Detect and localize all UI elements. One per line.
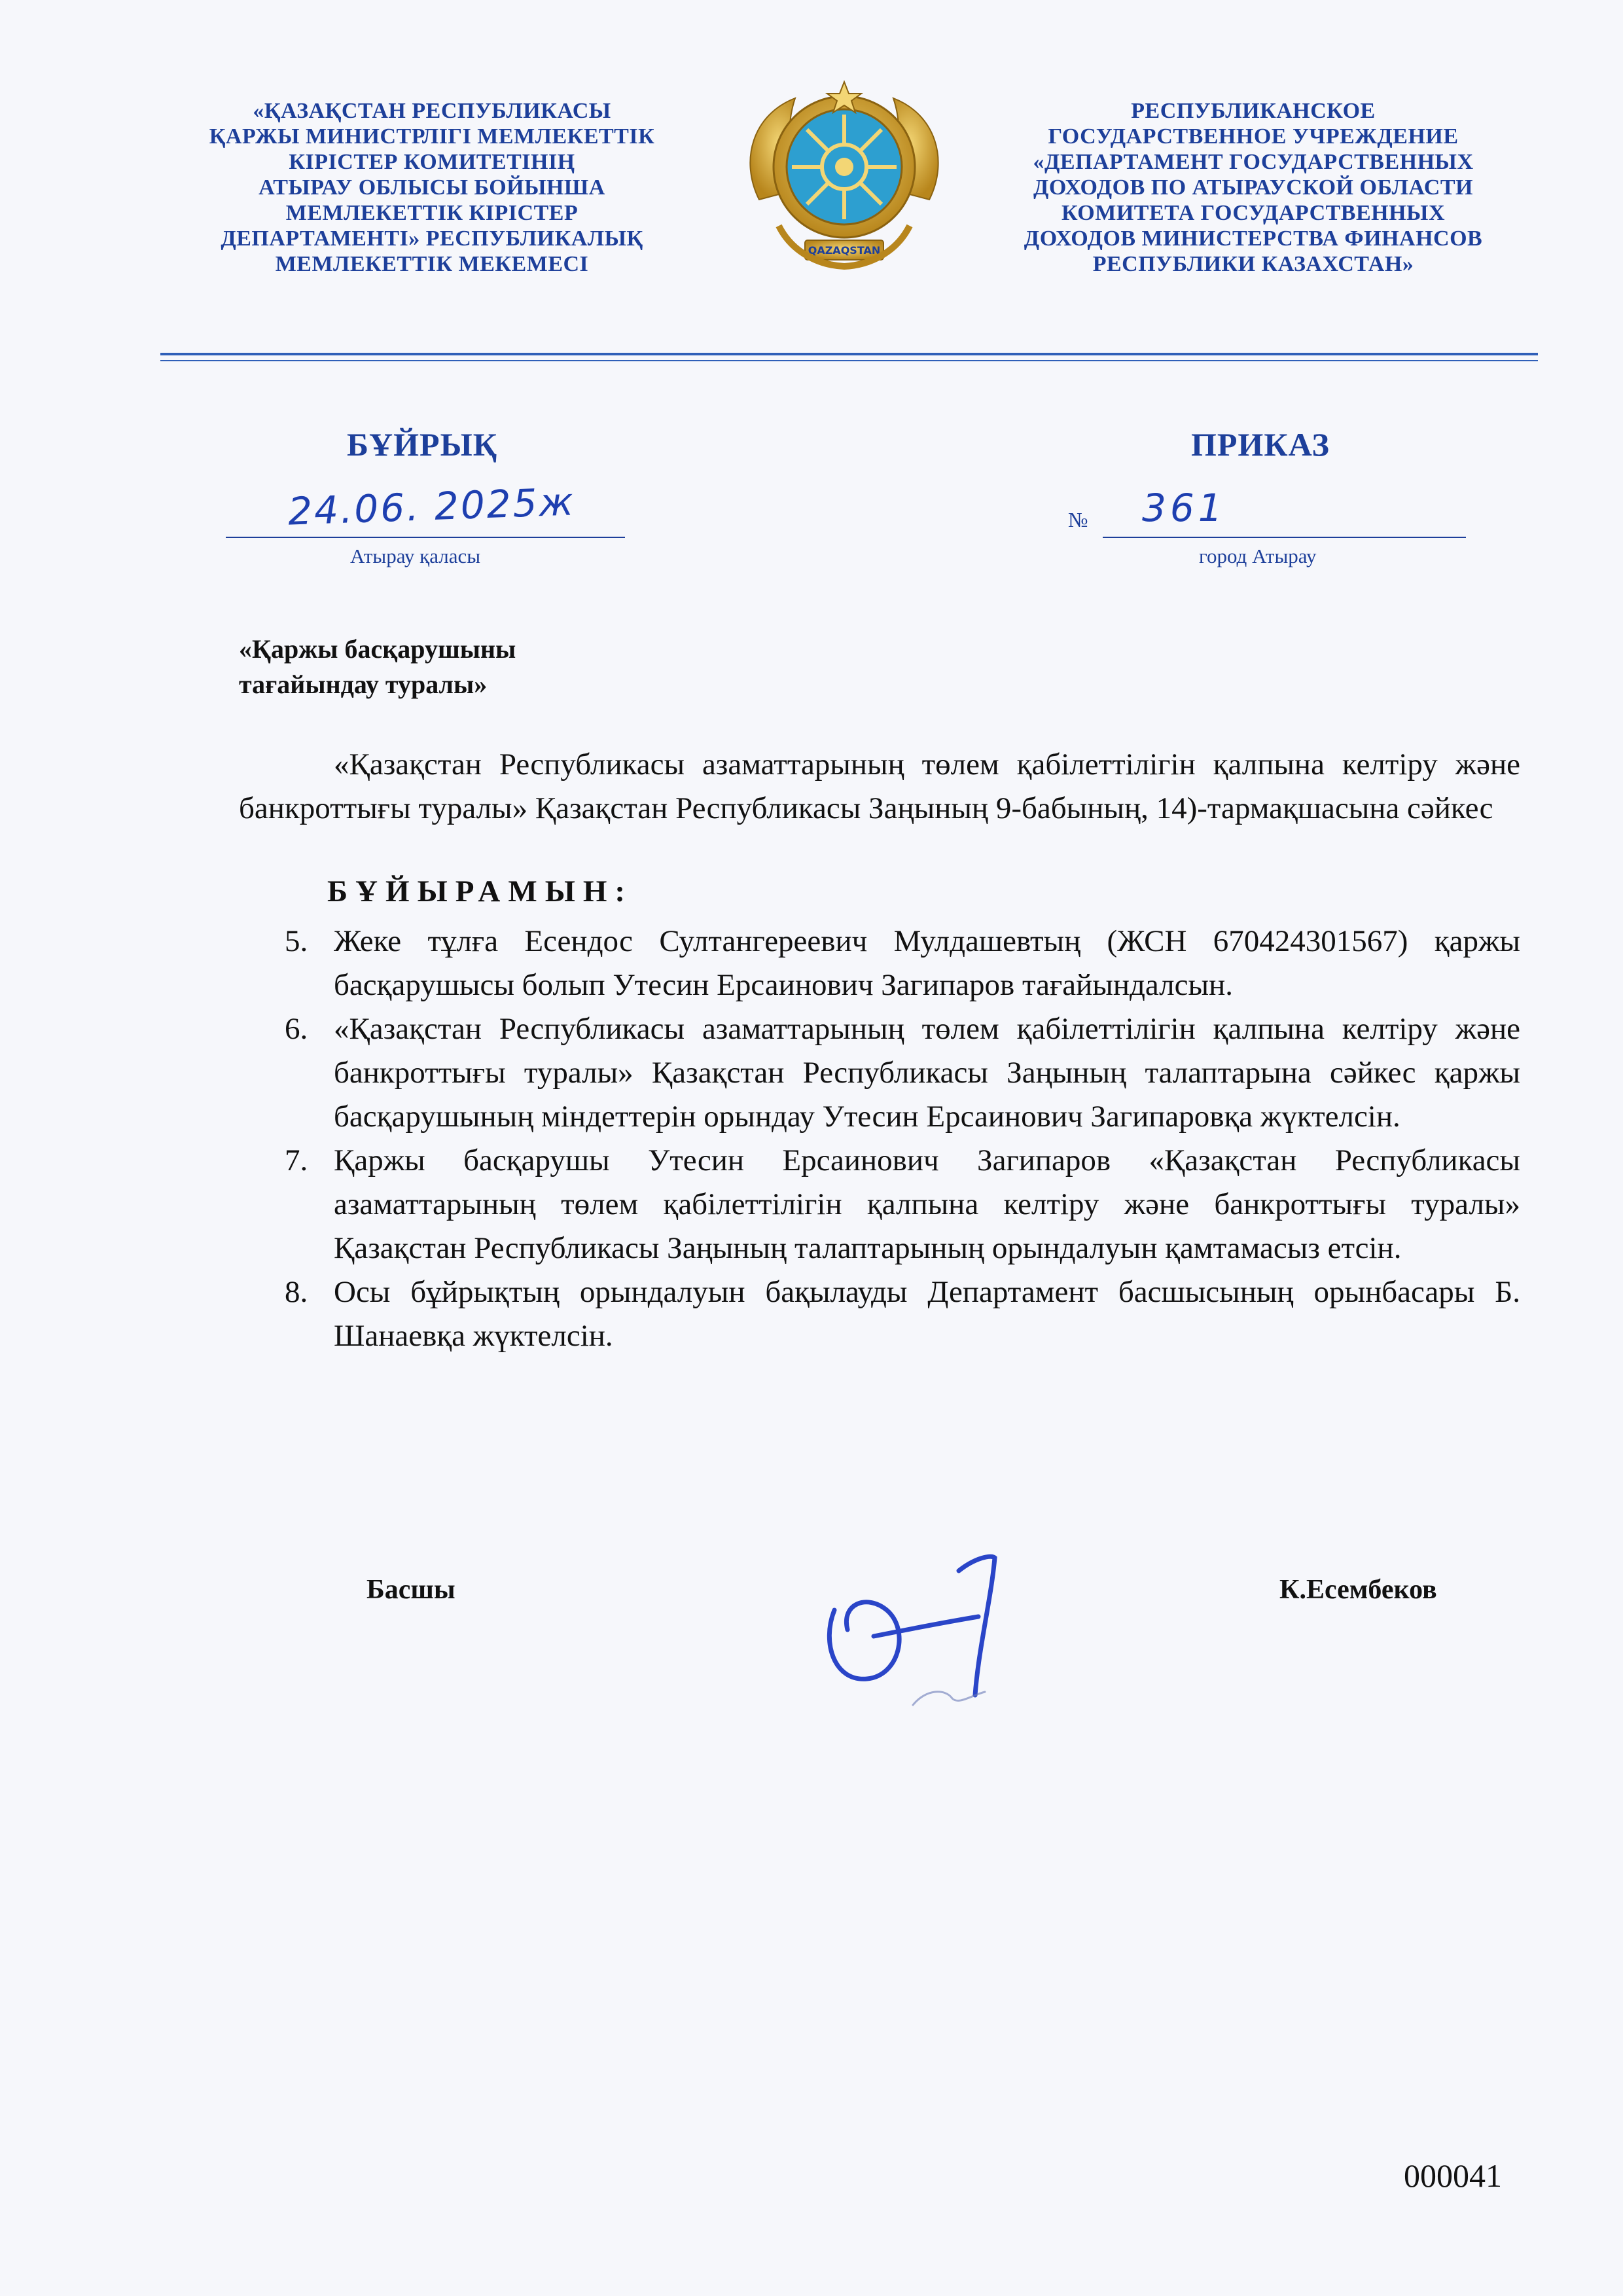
header-left-line: ҚАРЖЫ МИНИСТРЛІГІ МЕМЛЕКЕТТІК: [209, 124, 655, 149]
number-sign: №: [1068, 508, 1088, 531]
handwritten-number: 361: [1142, 486, 1226, 530]
header-right-line: ДОХОДОВ ПО АТЫРАУСКОЙ ОБЛАСТИ: [1033, 175, 1473, 200]
header-left-kz: [144, 98, 720, 277]
signatory-title: Басшы: [366, 1575, 455, 1605]
header-right-line: «ДЕПАРТАМЕНТ ГОСУДАРСТВЕННЫХ: [1033, 150, 1474, 174]
order-item: [239, 1270, 1520, 1358]
header-left-line: «ҚАЗАҚСТАН РЕСПУБЛИКАСЫ: [253, 99, 611, 123]
header-left-line: МЕМЛЕКЕТТІК МЕКЕМЕСІ: [275, 252, 589, 276]
header-right-line: РЕСПУБЛИКИ КАЗАХСТАН»: [1092, 252, 1414, 276]
item-text: «Қазақстан Республикасы азаматтарының төлем қабілеттілігін қалпына келтіру және банкроттығы туралы» Қазақстан Республикасы Заңының талаптарына сәйкес қаржы басқарушының міндеттерін орындау Утесин Ерсаинович Загипаровқа жүктелсін.: [334, 1012, 1520, 1134]
item-text: Жеке тұлға Есендос Султангереевич Мулдашевтың (ЖСН 670424301567) қаржы басқарушысы болып Утесин Ерсаинович Загипаров тағайындалсын.: [334, 924, 1520, 1002]
document-number: 000041: [1404, 2157, 1502, 2194]
handwritten-signature: [795, 1532, 1090, 1715]
title-ru: ПРИКАЗ: [1191, 426, 1330, 463]
header-right-line: ДОХОДОВ МИНИСТЕРСТВА ФИНАНСОВ: [1024, 226, 1483, 251]
city-ru: город Атырау: [1199, 545, 1317, 567]
number-underline: [1103, 537, 1466, 538]
header-divider-thick: [160, 353, 1538, 355]
header-right-ru: [962, 98, 1544, 277]
header-left-line: АТЫРАУ ОБЛЫСЫ БОЙЫНША: [259, 175, 605, 200]
city-kz: Атырау қаласы: [350, 545, 481, 567]
item-text: Қаржы басқарушы Утесин Ерсаинович Загипаров «Қазақстан Республикасы азаматтарының төлем қабілеттілігін қалпына келтіру және банкроттығы туралы» Қазақстан Республикасы Заңының талаптарының орындалуын қамтамасыз етсін.: [334, 1143, 1520, 1265]
order-word: БҰЙЫРАМЫН:: [327, 874, 633, 908]
item-number: 7.: [285, 1143, 308, 1177]
header-right-line: КОМИТЕТА ГОСУДАРСТВЕННЫХ: [1061, 201, 1445, 225]
item-number: 6.: [285, 1012, 308, 1046]
order-item: [239, 1007, 1520, 1139]
header-left-line: МЕМЛЕКЕТТІК КІРІСТЕР: [285, 201, 579, 225]
header-left-line: ДЕПАРТАМЕНТІ» РЕСПУБЛИКАЛЫҚ: [221, 226, 643, 251]
header-left-line: КІРІСТЕР КОМИТЕТІНІҢ: [289, 150, 575, 174]
item-number: 8.: [285, 1275, 308, 1309]
signatory-name: К.Есембеков: [1279, 1575, 1437, 1605]
title-kz: БҰЙРЫҚ: [347, 426, 497, 463]
order-subject: [239, 632, 516, 702]
state-emblem-icon: [733, 69, 955, 291]
item-text: Осы бұйрықтың орындалуын бақылауды Департамент басшысының орынбасары Б. Шанаевқа жүктелсін.: [334, 1275, 1520, 1353]
order-item: [239, 920, 1520, 1007]
header-right-line: ГОСУДАРСТВЕННОЕ УЧРЕЖДЕНИЕ: [1048, 124, 1459, 149]
order-item: [239, 1139, 1520, 1270]
item-number: 5.: [285, 924, 308, 958]
subject-line: тағайындау туралы»: [239, 670, 488, 699]
header-right-line: РЕСПУБЛИКАНСКОЕ: [1131, 99, 1376, 123]
subject-line: «Қаржы басқарушыны: [239, 634, 516, 664]
date-underline: [226, 537, 625, 538]
header-divider-thin: [160, 360, 1538, 361]
svg-text:QAZAQSTAN: QAZAQSTAN: [808, 244, 881, 257]
order-items: [239, 920, 1520, 1358]
intro-paragraph: «Қазақстан Республикасы азаматтарының төлем қабілеттілігін қалпына келтіру және банкроттығы туралы» Қазақстан Республикасы Заңының 9-бабының, 14)-тармақшасына сәйкес: [239, 747, 1520, 825]
handwritten-date: 24.06. 2025ж: [287, 479, 576, 534]
